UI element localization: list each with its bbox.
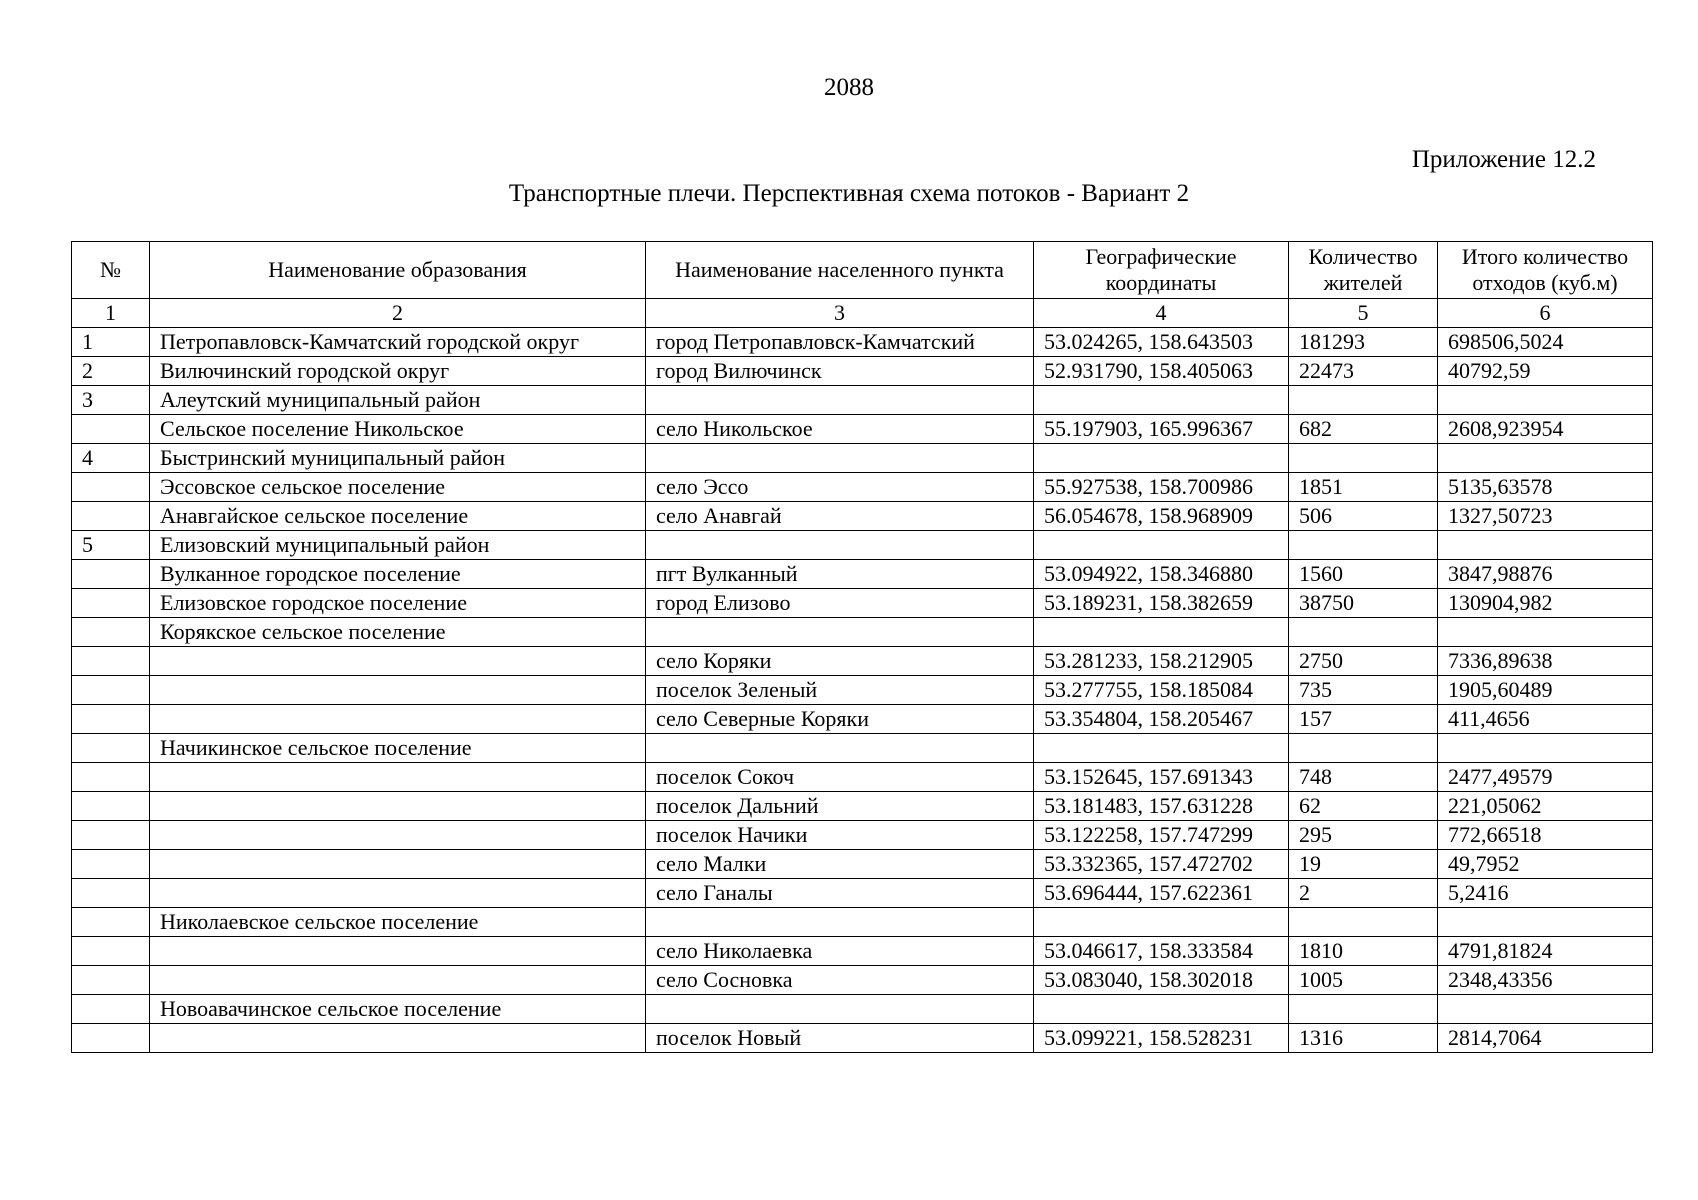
table-row — [72, 676, 1653, 705]
cell-waste-total: 130904,982 — [1438, 589, 1653, 618]
table-row — [72, 589, 1653, 618]
cell-waste-total — [1438, 618, 1653, 647]
cell-waste-total — [1438, 531, 1653, 560]
cell-residents: 62 — [1289, 792, 1438, 821]
cell-settlement-name — [646, 386, 1034, 415]
cell-number — [72, 792, 150, 821]
table-row — [72, 937, 1653, 966]
cell-residents — [1289, 734, 1438, 763]
cell-settlement-name — [646, 995, 1034, 1024]
table-row — [72, 850, 1653, 879]
cell-settlement-name: село Коряки — [646, 647, 1034, 676]
cell-residents: 682 — [1289, 415, 1438, 444]
cell-coordinates — [1034, 386, 1289, 415]
cell-waste-total — [1438, 386, 1653, 415]
cell-coordinates: 53.281233, 158.212905 — [1034, 647, 1289, 676]
cell-entity-name: Вилючинский городской округ — [150, 357, 646, 386]
table-row — [72, 560, 1653, 589]
cell-entity-name — [150, 966, 646, 995]
cell-entity-name — [150, 676, 646, 705]
cell-waste-total: 5,2416 — [1438, 879, 1653, 908]
cell-coordinates: 53.189231, 158.382659 — [1034, 589, 1289, 618]
header-residents: Количество жителей — [1289, 242, 1438, 299]
cell-waste-total: 1327,50723 — [1438, 502, 1653, 531]
column-number: 2 — [150, 299, 646, 328]
cell-number — [72, 705, 150, 734]
cell-number — [72, 647, 150, 676]
cell-coordinates: 53.277755, 158.185084 — [1034, 676, 1289, 705]
cell-residents: 157 — [1289, 705, 1438, 734]
column-number: 3 — [646, 299, 1034, 328]
cell-settlement-name: село Анавгай — [646, 502, 1034, 531]
cell-waste-total — [1438, 995, 1653, 1024]
cell-number: 3 — [72, 386, 150, 415]
header-entity-name: Наименование образования — [150, 242, 646, 299]
column-number: 4 — [1034, 299, 1289, 328]
cell-residents: 2 — [1289, 879, 1438, 908]
cell-number — [72, 415, 150, 444]
cell-settlement-name — [646, 908, 1034, 937]
cell-waste-total: 2348,43356 — [1438, 966, 1653, 995]
cell-coordinates: 53.024265, 158.643503 — [1034, 328, 1289, 357]
cell-coordinates: 53.152645, 157.691343 — [1034, 763, 1289, 792]
table-row — [72, 357, 1653, 386]
table-row — [72, 618, 1653, 647]
table-row — [72, 821, 1653, 850]
cell-entity-name — [150, 647, 646, 676]
cell-residents: 1810 — [1289, 937, 1438, 966]
cell-entity-name: Елизовский муниципальный район — [150, 531, 646, 560]
cell-entity-name — [150, 705, 646, 734]
cell-coordinates — [1034, 734, 1289, 763]
cell-waste-total: 49,7952 — [1438, 850, 1653, 879]
cell-residents: 22473 — [1289, 357, 1438, 386]
cell-entity-name — [150, 1024, 646, 1053]
cell-coordinates — [1034, 995, 1289, 1024]
waste-flow-table — [71, 241, 1653, 1053]
cell-coordinates: 56.054678, 158.968909 — [1034, 502, 1289, 531]
cell-entity-name: Сельское поселение Никольское — [150, 415, 646, 444]
cell-waste-total: 3847,98876 — [1438, 560, 1653, 589]
cell-residents — [1289, 531, 1438, 560]
cell-waste-total: 411,4656 — [1438, 705, 1653, 734]
cell-waste-total — [1438, 734, 1653, 763]
cell-waste-total: 221,05062 — [1438, 792, 1653, 821]
cell-coordinates: 55.927538, 158.700986 — [1034, 473, 1289, 502]
cell-residents: 38750 — [1289, 589, 1438, 618]
table-row — [72, 792, 1653, 821]
cell-number — [72, 850, 150, 879]
cell-residents — [1289, 618, 1438, 647]
header-waste-total: Итого количество отходов (куб.м) — [1438, 242, 1653, 299]
cell-entity-name — [150, 879, 646, 908]
column-number: 1 — [72, 299, 150, 328]
cell-residents: 181293 — [1289, 328, 1438, 357]
cell-residents: 506 — [1289, 502, 1438, 531]
cell-residents — [1289, 995, 1438, 1024]
cell-settlement-name: поселок Начики — [646, 821, 1034, 850]
cell-coordinates: 53.696444, 157.622361 — [1034, 879, 1289, 908]
cell-waste-total: 2814,7064 — [1438, 1024, 1653, 1053]
column-number: 6 — [1438, 299, 1653, 328]
cell-number: 5 — [72, 531, 150, 560]
cell-number — [72, 937, 150, 966]
cell-settlement-name — [646, 618, 1034, 647]
cell-settlement-name: поселок Новый — [646, 1024, 1034, 1053]
cell-entity-name — [150, 937, 646, 966]
cell-entity-name: Корякское сельское поселение — [150, 618, 646, 647]
cell-residents: 1316 — [1289, 1024, 1438, 1053]
cell-number — [72, 560, 150, 589]
cell-coordinates: 53.046617, 158.333584 — [1034, 937, 1289, 966]
cell-number — [72, 821, 150, 850]
cell-coordinates: 53.099221, 158.528231 — [1034, 1024, 1289, 1053]
table-row — [72, 502, 1653, 531]
cell-settlement-name: город Вилючинск — [646, 357, 1034, 386]
cell-waste-total: 2477,49579 — [1438, 763, 1653, 792]
cell-settlement-name: город Петропавловск-Камчатский — [646, 328, 1034, 357]
cell-entity-name: Быстринский муниципальный район — [150, 444, 646, 473]
cell-settlement-name — [646, 734, 1034, 763]
cell-waste-total: 698506,5024 — [1438, 328, 1653, 357]
cell-number — [72, 618, 150, 647]
cell-residents: 295 — [1289, 821, 1438, 850]
cell-coordinates: 53.181483, 157.631228 — [1034, 792, 1289, 821]
table-row — [72, 444, 1653, 473]
table-row — [72, 763, 1653, 792]
cell-settlement-name: город Елизово — [646, 589, 1034, 618]
cell-waste-total: 772,66518 — [1438, 821, 1653, 850]
cell-entity-name — [150, 792, 646, 821]
table-row — [72, 415, 1653, 444]
cell-residents: 1851 — [1289, 473, 1438, 502]
cell-entity-name: Петропавловск-Камчатский городской округ — [150, 328, 646, 357]
cell-entity-name: Эссовское сельское поселение — [150, 473, 646, 502]
cell-residents: 1005 — [1289, 966, 1438, 995]
cell-residents: 2750 — [1289, 647, 1438, 676]
cell-number — [72, 676, 150, 705]
table-row — [72, 705, 1653, 734]
cell-residents: 748 — [1289, 763, 1438, 792]
cell-waste-total: 2608,923954 — [1438, 415, 1653, 444]
cell-entity-name: Алеутский муниципальный район — [150, 386, 646, 415]
cell-residents: 1560 — [1289, 560, 1438, 589]
page-number: 2088 — [824, 74, 874, 101]
cell-settlement-name: поселок Зеленый — [646, 676, 1034, 705]
cell-waste-total: 5135,63578 — [1438, 473, 1653, 502]
cell-entity-name — [150, 821, 646, 850]
cell-number: 1 — [72, 328, 150, 357]
table-row — [72, 995, 1653, 1024]
table-row — [72, 1024, 1653, 1053]
table-body — [72, 299, 1653, 1053]
cell-entity-name: Елизовское городское поселение — [150, 589, 646, 618]
cell-residents: 19 — [1289, 850, 1438, 879]
table-row — [72, 908, 1653, 937]
cell-settlement-name: село Малки — [646, 850, 1034, 879]
cell-entity-name: Вулканное городское поселение — [150, 560, 646, 589]
table-row — [72, 879, 1653, 908]
cell-entity-name: Анавгайское сельское поселение — [150, 502, 646, 531]
cell-settlement-name — [646, 444, 1034, 473]
cell-number — [72, 763, 150, 792]
cell-coordinates — [1034, 618, 1289, 647]
cell-coordinates: 53.354804, 158.205467 — [1034, 705, 1289, 734]
cell-number: 2 — [72, 357, 150, 386]
cell-coordinates: 53.083040, 158.302018 — [1034, 966, 1289, 995]
cell-waste-total: 1905,60489 — [1438, 676, 1653, 705]
cell-waste-total — [1438, 444, 1653, 473]
table-row — [72, 647, 1653, 676]
cell-settlement-name: село Николаевка — [646, 937, 1034, 966]
cell-settlement-name: село Никольское — [646, 415, 1034, 444]
cell-number — [72, 995, 150, 1024]
cell-settlement-name: поселок Сокоч — [646, 763, 1034, 792]
cell-settlement-name: село Ганалы — [646, 879, 1034, 908]
cell-entity-name — [150, 763, 646, 792]
cell-residents — [1289, 386, 1438, 415]
cell-settlement-name — [646, 531, 1034, 560]
cell-settlement-name: поселок Дальний — [646, 792, 1034, 821]
cell-waste-total: 7336,89638 — [1438, 647, 1653, 676]
table-row — [72, 328, 1653, 357]
column-number-row — [72, 299, 1653, 328]
cell-number — [72, 734, 150, 763]
cell-coordinates: 53.094922, 158.346880 — [1034, 560, 1289, 589]
cell-number: 4 — [72, 444, 150, 473]
header-number: № — [72, 242, 150, 299]
cell-entity-name — [150, 850, 646, 879]
cell-coordinates — [1034, 531, 1289, 560]
cell-residents — [1289, 444, 1438, 473]
cell-number — [72, 473, 150, 502]
cell-settlement-name: село Эссо — [646, 473, 1034, 502]
cell-waste-total — [1438, 908, 1653, 937]
cell-number — [72, 502, 150, 531]
cell-waste-total: 4791,81824 — [1438, 937, 1653, 966]
cell-settlement-name: пгт Вулканный — [646, 560, 1034, 589]
table-row — [72, 531, 1653, 560]
cell-residents: 735 — [1289, 676, 1438, 705]
table-row — [72, 386, 1653, 415]
header-settlement-name: Наименование населенного пункта — [646, 242, 1034, 299]
cell-number — [72, 1024, 150, 1053]
table-row — [72, 966, 1653, 995]
cell-entity-name: Новоавачинское сельское поселение — [150, 995, 646, 1024]
column-number: 5 — [1289, 299, 1438, 328]
cell-coordinates: 52.931790, 158.405063 — [1034, 357, 1289, 386]
table-row — [72, 734, 1653, 763]
cell-number — [72, 908, 150, 937]
cell-settlement-name: село Северные Коряки — [646, 705, 1034, 734]
cell-coordinates — [1034, 444, 1289, 473]
document-title: Транспортные плечи. Перспективная схема потоков - Вариант 2 — [508, 180, 1190, 207]
header-coordinates: Географические координаты — [1034, 242, 1289, 299]
cell-coordinates: 53.122258, 157.747299 — [1034, 821, 1289, 850]
table-header — [72, 242, 1653, 299]
cell-coordinates: 53.332365, 157.472702 — [1034, 850, 1289, 879]
appendix-label: Приложение 12.2 — [1411, 146, 1596, 173]
table-row — [72, 473, 1653, 502]
cell-residents — [1289, 908, 1438, 937]
cell-number — [72, 966, 150, 995]
cell-number — [72, 589, 150, 618]
cell-entity-name: Николаевское сельское поселение — [150, 908, 646, 937]
cell-waste-total: 40792,59 — [1438, 357, 1653, 386]
cell-settlement-name: село Сосновка — [646, 966, 1034, 995]
cell-entity-name: Начикинское сельское поселение — [150, 734, 646, 763]
cell-coordinates — [1034, 908, 1289, 937]
cell-number — [72, 879, 150, 908]
cell-coordinates: 55.197903, 165.996367 — [1034, 415, 1289, 444]
